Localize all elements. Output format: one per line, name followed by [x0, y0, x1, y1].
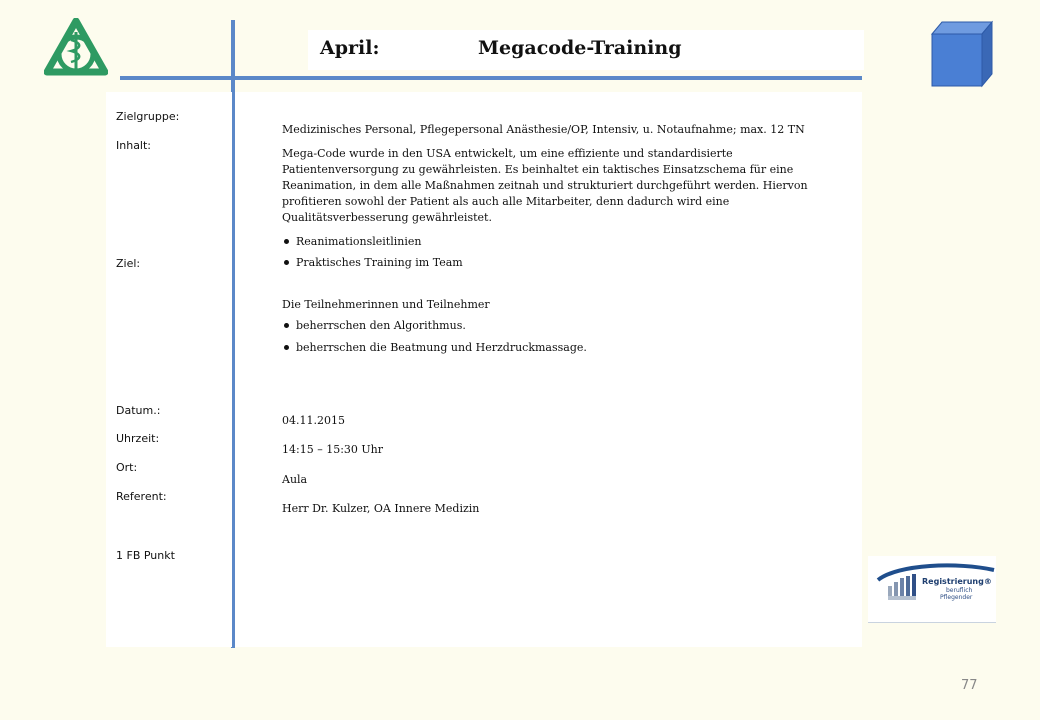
label-inhalt: Inhalt:: [116, 139, 152, 152]
ort-value: Aula: [282, 473, 308, 486]
list-item: Reanimationsleitlinien: [282, 235, 421, 248]
registrierung-mark-icon: [868, 556, 996, 622]
zielgruppe-text: Medizinisches Personal, Pflegepersonal Anästhesie/OP, Intensiv, u. Notaufnahme; max. 12 TN: [282, 123, 805, 136]
label-referent: Referent:: [116, 490, 167, 503]
hospital-logo-icon: [44, 18, 108, 76]
list-item: beherrschen die Beatmung und Herzdruckmassage.: [282, 341, 587, 354]
label-uhrzeit: Uhrzeit:: [116, 432, 160, 445]
horizontal-divider: [120, 76, 862, 80]
blue-cube-icon: [926, 18, 996, 88]
page-number: 77: [961, 678, 978, 693]
reg-line2: beruflich: [946, 587, 973, 594]
title-month: April:: [320, 37, 380, 59]
label-fb-punkt: 1 FB Punkt: [116, 549, 175, 562]
label-datum: Datum.:: [116, 404, 161, 417]
bullet-icon: [284, 239, 289, 244]
reg-line1: Registrierung: [922, 577, 984, 586]
bullet-icon: [284, 345, 289, 350]
referent-value: Herr Dr. Kulzer, OA Innere Medizin: [282, 502, 480, 515]
page-title: Megacode-Training: [478, 37, 682, 59]
label-ziel: Ziel:: [116, 257, 141, 270]
registrierung-logo: [868, 556, 996, 623]
bullet-icon: [284, 323, 289, 328]
inhalt-text: Mega-Code wurde in den USA entwickelt, um eine effiziente und standardisierte Patientenversorgung zu gewährleisten. Es beinhaltet ein taktisches Einsatzschema für eine Reanimation, in dem alle Maßnahmen zeitnah und strukturiert durchgeführt werden. Hiervon profitieren sowohl der Patient als auch alle Mitarbeiter, denn dadurch wird eine Qualitätsverbesserung gewährleistet.: [282, 147, 808, 224]
reg-line3: Pflegender: [940, 594, 973, 601]
uhrzeit-value: 14:15 – 15:30 Uhr: [282, 443, 384, 456]
datum-value: 04.11.2015: [282, 414, 345, 427]
ziel-intro-text: Die Teilnehmerinnen und Teilnehmer: [282, 298, 490, 311]
bullet-icon: [284, 260, 289, 265]
label-column: [106, 92, 232, 647]
label-zielgruppe: Zielgruppe:: [116, 110, 180, 123]
list-item: Praktisches Training im Team: [282, 256, 463, 269]
list-item: beherrschen den Algorithmus.: [282, 319, 466, 332]
label-ort: Ort:: [116, 461, 138, 474]
reg-mark: ®: [983, 577, 992, 586]
